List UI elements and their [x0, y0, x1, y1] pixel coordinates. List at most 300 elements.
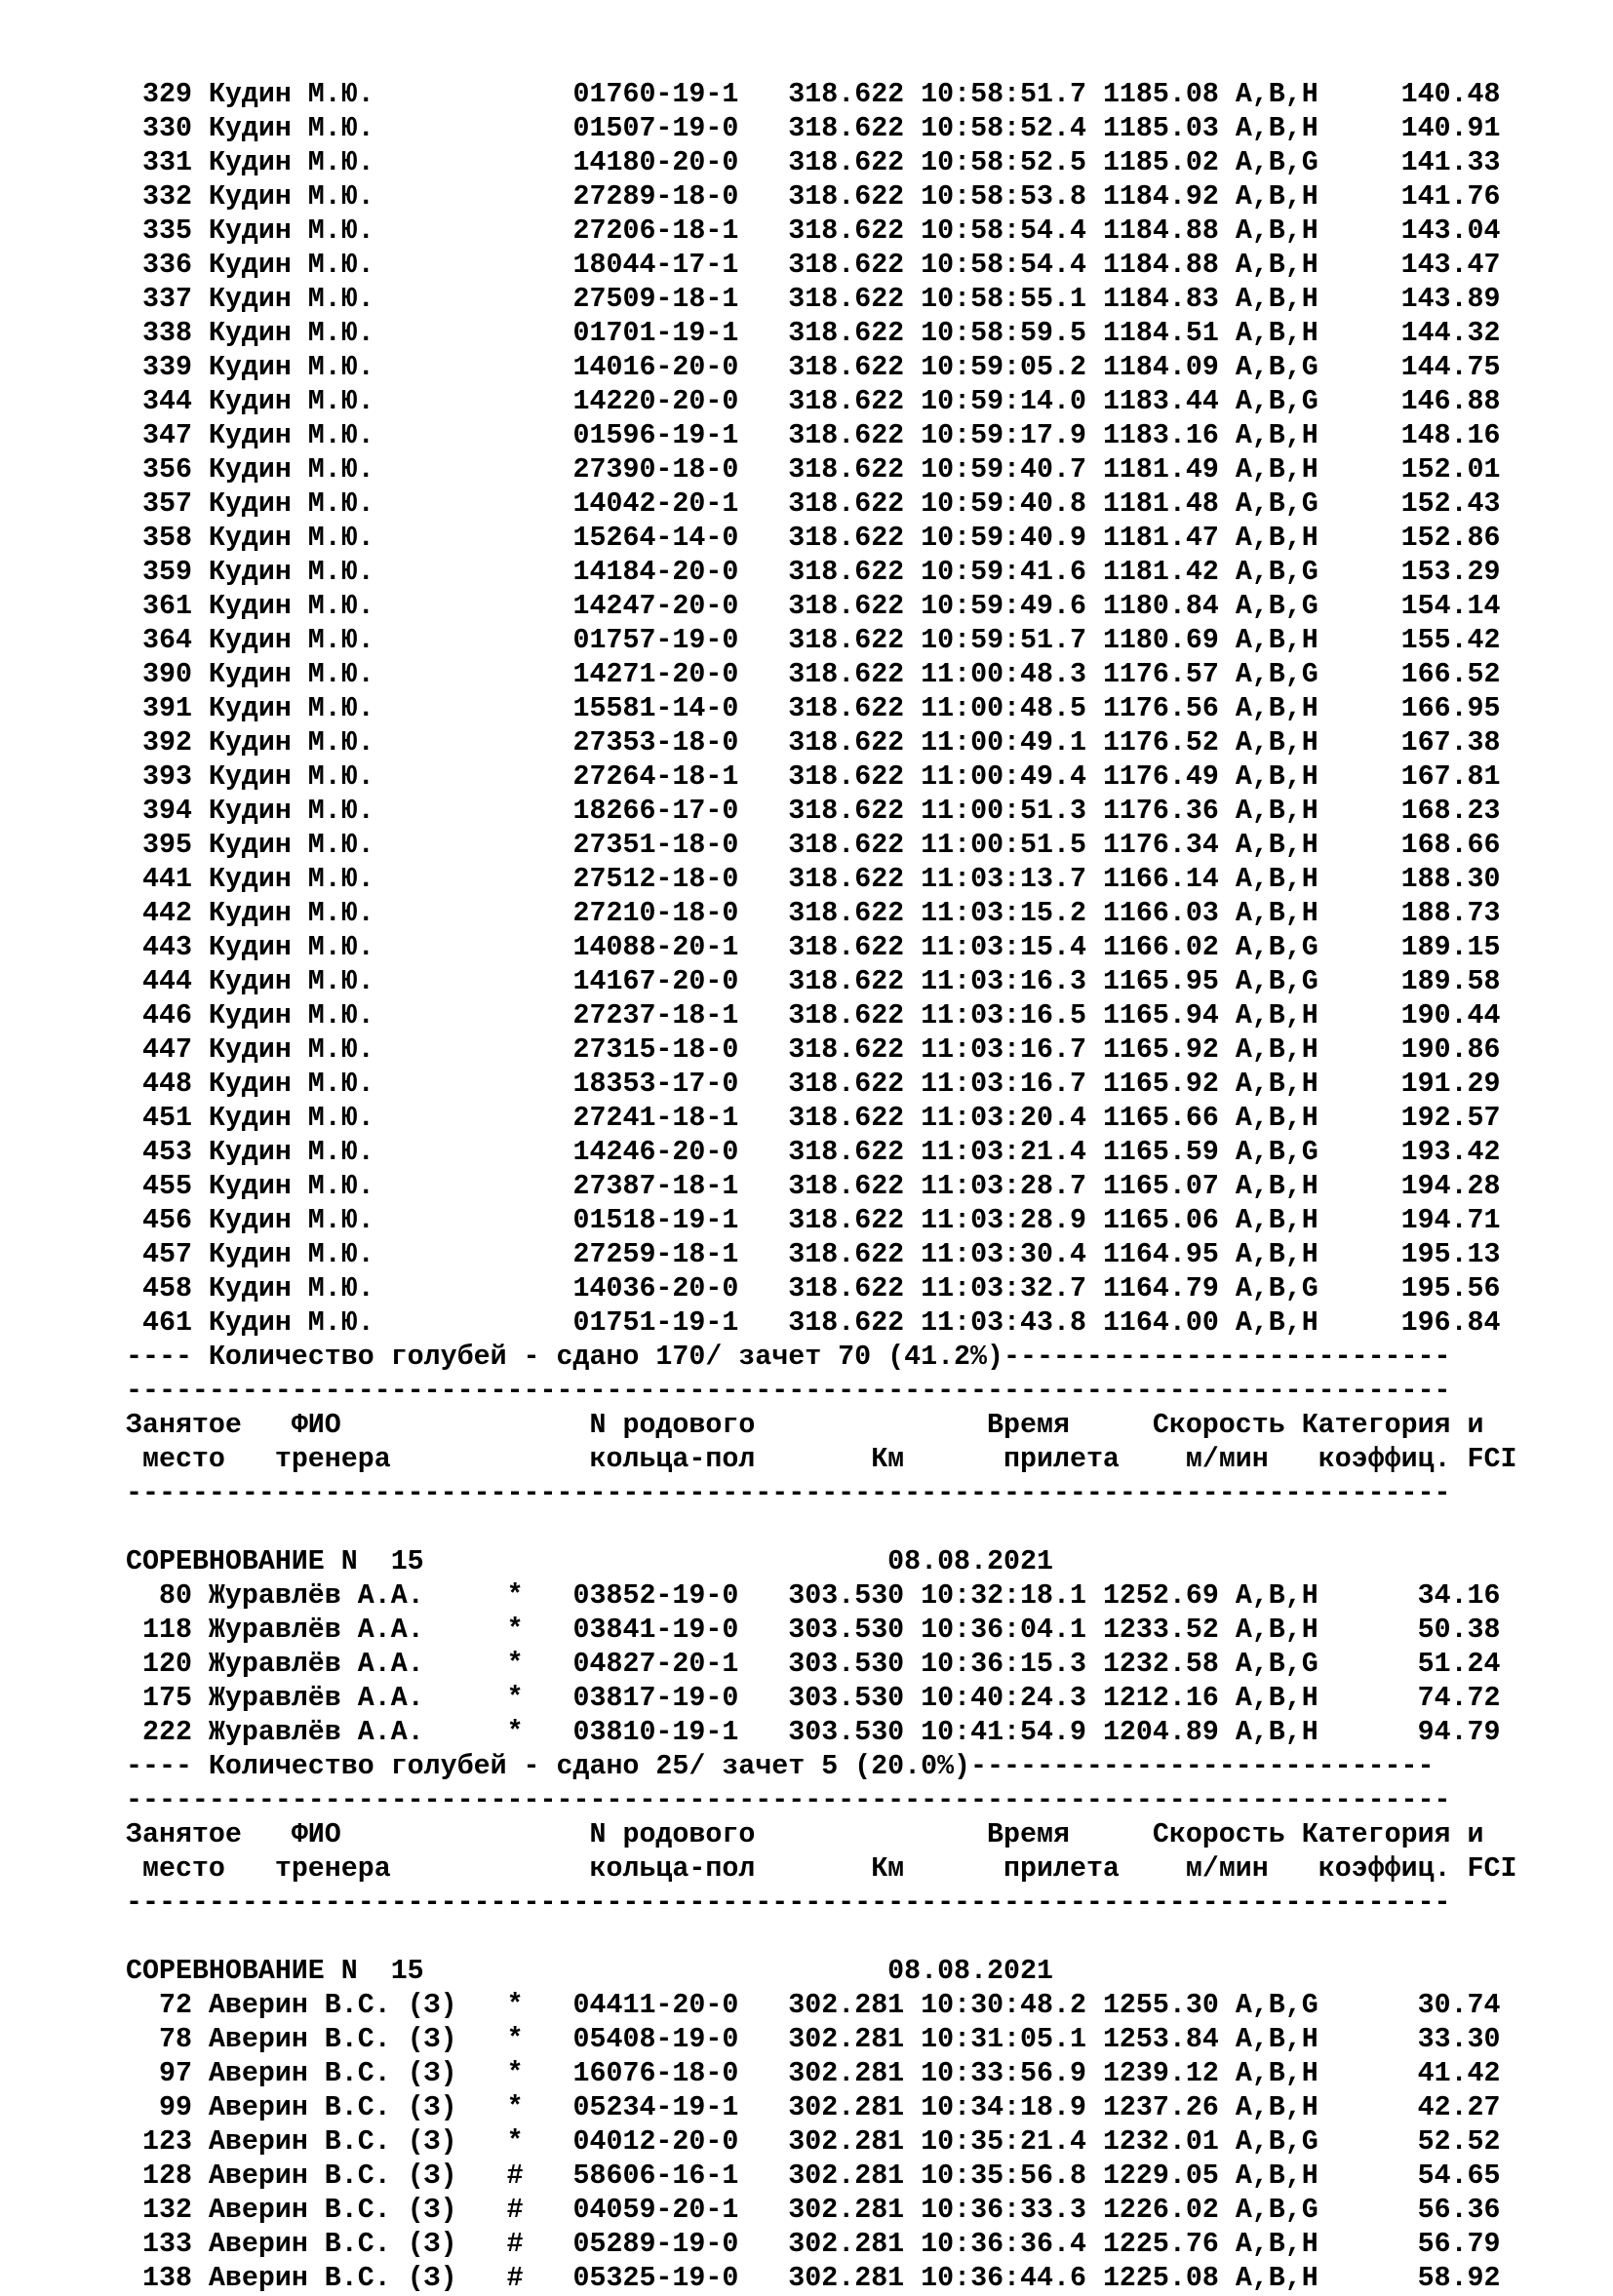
category-cell: A,B,H [1235, 1717, 1318, 1748]
coefficient-cell: 188.30 [1318, 864, 1501, 895]
mark-cell: * [506, 1717, 524, 1748]
separator-rule [126, 1784, 1589, 1818]
arrival-time-cell: 10:58:52.4 [921, 113, 1086, 144]
blank-line [126, 1511, 1589, 1545]
rule-text: -------------------------------------------------------------------------------- [126, 1376, 1451, 1407]
coefficient-cell: 56.79 [1318, 2229, 1501, 2260]
place-cell: 357 [126, 488, 192, 520]
mark-cell [507, 1034, 524, 1066]
summary-line [126, 1341, 1589, 1375]
speed-cell: 1237.26 [1102, 2092, 1219, 2123]
arrival-time-cell: 10:58:53.8 [921, 181, 1086, 213]
speed-cell: 1165.06 [1102, 1205, 1219, 1236]
ring-number-cell: 05234-19-1 [572, 2092, 739, 2123]
arrival-time-cell: 10:59:51.7 [921, 625, 1086, 656]
ring-number-cell: 01518-19-1 [572, 1205, 739, 1236]
category-cell: A,B,H [1235, 215, 1318, 247]
table-row [126, 2160, 1589, 2194]
coefficient-cell: 140.91 [1318, 113, 1501, 144]
mark-cell [507, 352, 524, 383]
place-cell: 394 [126, 796, 192, 827]
mark-cell [507, 625, 524, 656]
col-place-header: Занятое [126, 1410, 242, 1441]
distance-cell: 318.622 [788, 318, 905, 349]
table-row [126, 487, 1589, 522]
table-row [126, 385, 1589, 419]
speed-cell: 1239.12 [1102, 2058, 1219, 2089]
col-ring-header: N родового [589, 1819, 756, 1850]
coefficient-cell: 50.38 [1318, 1615, 1501, 1646]
coefficient-cell: 194.71 [1318, 1205, 1501, 1236]
distance-cell: 302.281 [788, 2092, 905, 2123]
col-trainer-header-2: тренера [274, 1853, 391, 1885]
mark-cell [507, 113, 524, 144]
separator-rule [126, 1477, 1589, 1511]
category-cell: A,B,G [1235, 659, 1318, 690]
category-cell: A,B,H [1235, 1205, 1318, 1236]
ring-number-cell: 14016-20-0 [572, 352, 739, 383]
competition-date: 08.08.2021 [887, 1546, 1053, 1577]
place-cell: 332 [126, 181, 192, 213]
table-row [126, 1306, 1589, 1341]
coefficient-cell: 194.28 [1318, 1171, 1501, 1202]
arrival-time-cell: 10:31:05.1 [921, 2024, 1086, 2055]
ring-number-cell: 27241-18-1 [572, 1103, 739, 1134]
speed-cell: 1184.88 [1102, 215, 1219, 247]
col-trainer-header: ФИО [291, 1819, 341, 1850]
ring-number-cell: 14271-20-0 [572, 659, 739, 690]
speed-cell: 1185.08 [1102, 79, 1219, 110]
mark-cell [507, 966, 524, 997]
speed-cell: 1233.52 [1102, 1615, 1219, 1646]
place-cell: 358 [126, 523, 192, 554]
arrival-time-cell: 10:36:15.3 [921, 1649, 1086, 1680]
trainer-name-cell: Аверин В.С. (З) [208, 2126, 457, 2158]
trainer-name-cell: Кудин М.Ю. [208, 420, 457, 451]
mark-cell [507, 1239, 524, 1270]
category-cell: A,B,H [1235, 1683, 1318, 1714]
category-cell: A,B,G [1235, 352, 1318, 383]
table-row [126, 2194, 1589, 2228]
distance-cell: 318.622 [788, 488, 905, 520]
trainer-name-cell: Журавлёв А.А. [208, 1683, 457, 1714]
distance-cell: 318.622 [788, 352, 905, 383]
place-cell: 447 [126, 1034, 192, 1066]
ring-number-cell: 27390-18-0 [572, 454, 739, 486]
coefficient-cell: 189.58 [1318, 966, 1501, 997]
arrival-time-cell: 10:59:40.9 [921, 523, 1086, 554]
column-header-row-1 [126, 1409, 1589, 1443]
distance-cell: 318.622 [788, 864, 905, 895]
arrival-time-cell: 10:36:44.6 [921, 2263, 1086, 2294]
speed-cell: 1165.66 [1102, 1103, 1219, 1134]
coefficient-cell: 34.16 [1318, 1580, 1501, 1612]
trainer-name-cell: Журавлёв А.А. [208, 1649, 457, 1680]
coefficient-cell: 155.42 [1318, 625, 1501, 656]
place-cell: 339 [126, 352, 192, 383]
place-cell: 390 [126, 659, 192, 690]
distance-cell: 318.622 [788, 1273, 905, 1304]
col-place-header: Занятое [126, 1819, 242, 1850]
mark-cell: # [506, 2229, 524, 2260]
arrival-time-cell: 10:58:52.5 [921, 147, 1086, 178]
mark-cell [507, 488, 524, 520]
trainer-name-cell: Аверин В.С. (З) [208, 2024, 457, 2055]
distance-cell: 302.281 [788, 2058, 905, 2089]
trainer-name-cell: Кудин М.Ю. [208, 1239, 457, 1270]
col-category-header: Категория и [1301, 1819, 1484, 1850]
place-cell: 359 [126, 557, 192, 588]
coefficient-cell: 154.14 [1318, 591, 1501, 622]
place-cell: 347 [126, 420, 192, 451]
speed-cell: 1212.16 [1102, 1683, 1219, 1714]
mark-cell [507, 215, 524, 247]
speed-cell: 1166.14 [1102, 864, 1219, 895]
competition-date: 08.08.2021 [887, 1956, 1053, 1987]
mark-cell [507, 147, 524, 178]
arrival-time-cell: 11:03:15.4 [921, 932, 1086, 963]
coefficient-cell: 193.42 [1318, 1137, 1501, 1168]
mark-cell [507, 1273, 524, 1304]
arrival-time-cell: 10:58:51.7 [921, 79, 1086, 110]
arrival-time-cell: 10:59:40.8 [921, 488, 1086, 520]
mark-cell [507, 1000, 524, 1031]
category-cell: A,B,H [1235, 79, 1318, 110]
place-cell: 451 [126, 1103, 192, 1134]
coefficient-cell: 140.48 [1318, 79, 1501, 110]
speed-cell: 1176.52 [1102, 727, 1219, 759]
col-category-header-2: коэффиц. FCI [1318, 1853, 1517, 1885]
trainer-name-cell: Кудин М.Ю. [208, 215, 457, 247]
distance-cell: 303.530 [788, 1717, 905, 1748]
table-row [126, 760, 1589, 795]
place-cell: 132 [126, 2195, 192, 2226]
table-row [126, 556, 1589, 590]
arrival-time-cell: 11:03:30.4 [921, 1239, 1086, 1270]
distance-cell: 318.622 [788, 386, 905, 417]
mark-cell [507, 864, 524, 895]
table-row [126, 317, 1589, 351]
table-row [126, 146, 1589, 180]
speed-cell: 1181.42 [1102, 557, 1219, 588]
distance-cell: 302.281 [788, 2024, 905, 2055]
coefficient-cell: 195.13 [1318, 1239, 1501, 1270]
competition-title [126, 1545, 1589, 1579]
trainer-name-cell: Кудин М.Ю. [208, 1273, 457, 1304]
mark-cell [507, 181, 524, 213]
coefficient-cell: 190.86 [1318, 1034, 1501, 1066]
mark-cell [507, 1069, 524, 1100]
arrival-time-cell: 11:00:49.1 [921, 727, 1086, 759]
speed-cell: 1181.47 [1102, 523, 1219, 554]
arrival-time-cell: 10:58:59.5 [921, 318, 1086, 349]
mark-cell: * [506, 1990, 524, 2021]
ring-number-cell: 27315-18-0 [572, 1034, 739, 1066]
col-speed-header-2: м/мин [1185, 1444, 1269, 1475]
category-cell: A,B,H [1235, 2024, 1318, 2055]
arrival-time-cell: 11:03:16.7 [921, 1069, 1086, 1100]
trainer-name-cell: Кудин М.Ю. [208, 1205, 457, 1236]
speed-cell: 1204.89 [1102, 1717, 1219, 1748]
distance-cell: 318.622 [788, 1307, 905, 1339]
place-cell: 123 [126, 2126, 192, 2158]
trainer-name-cell: Аверин В.С. (З) [208, 2058, 457, 2089]
speed-cell: 1176.56 [1102, 693, 1219, 724]
coefficient-cell: 195.56 [1318, 1273, 1501, 1304]
category-cell: A,B,H [1235, 318, 1318, 349]
ring-number-cell: 03852-19-0 [572, 1580, 739, 1612]
coefficient-cell: 143.47 [1318, 250, 1501, 281]
ring-number-cell: 04827-20-1 [572, 1649, 739, 1680]
arrival-time-cell: 11:03:28.9 [921, 1205, 1086, 1236]
arrival-time-cell: 10:59:14.0 [921, 386, 1086, 417]
rule-text: -------------------------------------------------------------------------------- [126, 1478, 1451, 1509]
mark-cell: * [506, 1615, 524, 1646]
arrival-time-cell: 10:32:18.1 [921, 1580, 1086, 1612]
blank-line [126, 1921, 1589, 1955]
place-cell: 456 [126, 1205, 192, 1236]
mark-cell [507, 420, 524, 451]
speed-cell: 1164.95 [1102, 1239, 1219, 1270]
mark-cell: * [506, 2058, 524, 2089]
category-cell: A,B,H [1235, 2229, 1318, 2260]
trainer-name-cell: Кудин М.Ю. [208, 557, 457, 588]
mark-cell: # [506, 2263, 524, 2294]
trainer-name-cell: Кудин М.Ю. [208, 796, 457, 827]
col-ring-header: N родового [589, 1410, 756, 1441]
table-row [126, 2228, 1589, 2262]
arrival-time-cell: 11:03:28.7 [921, 1171, 1086, 1202]
mark-cell: * [506, 2024, 524, 2055]
place-cell: 356 [126, 454, 192, 486]
table-row [126, 829, 1589, 863]
col-category-header: Категория и [1301, 1410, 1484, 1441]
coefficient-cell: 58.92 [1318, 2263, 1501, 2294]
speed-cell: 1184.51 [1102, 318, 1219, 349]
arrival-time-cell: 10:59:49.6 [921, 591, 1086, 622]
place-cell: 453 [126, 1137, 192, 1168]
speed-cell: 1164.00 [1102, 1307, 1219, 1339]
mark-cell: * [506, 1683, 524, 1714]
trainer-name-cell: Кудин М.Ю. [208, 932, 457, 963]
table-row [126, 863, 1589, 897]
trainer-name-cell: Аверин В.С. (З) [208, 1990, 457, 2021]
mark-cell [507, 1205, 524, 1236]
speed-cell: 1184.83 [1102, 284, 1219, 315]
place-cell: 441 [126, 864, 192, 895]
coefficient-cell: 196.84 [1318, 1307, 1501, 1339]
col-speed-header: Скорость [1152, 1410, 1285, 1441]
table-row [126, 2091, 1589, 2125]
table-row [126, 1989, 1589, 2023]
col-speed-header-2: м/мин [1185, 1853, 1269, 1885]
summary-line [126, 1750, 1589, 1784]
category-cell: A,B,H [1235, 250, 1318, 281]
table-row [126, 795, 1589, 829]
table-row [126, 1716, 1589, 1750]
distance-cell: 318.622 [788, 932, 905, 963]
category-cell: A,B,H [1235, 1034, 1318, 1066]
mark-cell [507, 523, 524, 554]
trainer-name-cell: Кудин М.Ю. [208, 352, 457, 383]
distance-cell: 318.622 [788, 1069, 905, 1100]
ring-number-cell: 15581-14-0 [572, 693, 739, 724]
speed-cell: 1181.49 [1102, 454, 1219, 486]
rule-text: -------------------------------------------------------------------------------- [126, 1887, 1451, 1919]
coefficient-cell: 152.86 [1318, 523, 1501, 554]
speed-cell: 1165.92 [1102, 1034, 1219, 1066]
col-time-header-2: прилета [1003, 1444, 1120, 1475]
separator-rule [126, 1887, 1589, 1921]
mark-cell [507, 79, 524, 110]
place-cell: 364 [126, 625, 192, 656]
trainer-name-cell: Кудин М.Ю. [208, 1307, 457, 1339]
place-cell: 443 [126, 932, 192, 963]
mark-cell [507, 693, 524, 724]
trainer-name-cell: Кудин М.Ю. [208, 1034, 457, 1066]
arrival-time-cell: 10:34:18.9 [921, 2092, 1086, 2123]
place-cell: 222 [126, 1717, 192, 1748]
place-cell: 133 [126, 2229, 192, 2260]
place-cell: 392 [126, 727, 192, 759]
ring-number-cell: 27512-18-0 [572, 864, 739, 895]
category-cell: A,B,H [1235, 2160, 1318, 2192]
trainer-name-cell: Кудин М.Ю. [208, 147, 457, 178]
distance-cell: 318.622 [788, 693, 905, 724]
coefficient-cell: 51.24 [1318, 1649, 1501, 1680]
speed-cell: 1184.09 [1102, 352, 1219, 383]
arrival-time-cell: 11:03:16.3 [921, 966, 1086, 997]
place-cell: 120 [126, 1649, 192, 1680]
speed-cell: 1183.44 [1102, 386, 1219, 417]
col-place-header-2: место [141, 1444, 225, 1475]
ring-number-cell: 03841-19-0 [572, 1615, 739, 1646]
trainer-name-cell: Кудин М.Ю. [208, 488, 457, 520]
trainer-name-cell: Кудин М.Ю. [208, 898, 457, 929]
ring-number-cell: 27387-18-1 [572, 1171, 739, 1202]
category-cell: A,B,H [1235, 2058, 1318, 2089]
category-cell: A,B,H [1235, 727, 1318, 759]
place-cell: 331 [126, 147, 192, 178]
ring-number-cell: 14184-20-0 [572, 557, 739, 588]
coefficient-cell: 192.57 [1318, 1103, 1501, 1134]
distance-cell: 318.622 [788, 250, 905, 281]
table-row [126, 522, 1589, 556]
category-cell: A,B,G [1235, 1137, 1318, 1168]
ring-number-cell: 01507-19-0 [572, 113, 739, 144]
place-cell: 337 [126, 284, 192, 315]
category-cell: A,B,H [1235, 113, 1318, 144]
coefficient-cell: 190.44 [1318, 1000, 1501, 1031]
coefficient-cell: 167.81 [1318, 761, 1501, 793]
table-row [126, 1204, 1589, 1238]
mark-cell [507, 932, 524, 963]
coefficient-cell: 152.43 [1318, 488, 1501, 520]
coefficient-cell: 56.36 [1318, 2195, 1501, 2226]
arrival-time-cell: 11:00:51.5 [921, 830, 1086, 861]
coefficient-cell: 41.42 [1318, 2058, 1501, 2089]
table-row [126, 999, 1589, 1033]
ring-number-cell: 14247-20-0 [572, 591, 739, 622]
coefficient-cell: 189.15 [1318, 932, 1501, 963]
trainer-name-cell: Аверин В.С. (З) [208, 2160, 457, 2192]
table-row [126, 1648, 1589, 1682]
table-row [126, 692, 1589, 726]
mark-cell [507, 898, 524, 929]
arrival-time-cell: 11:03:16.7 [921, 1034, 1086, 1066]
place-cell: 329 [126, 79, 192, 110]
table-row [126, 1136, 1589, 1170]
speed-cell: 1252.69 [1102, 1580, 1219, 1612]
trainer-name-cell: Аверин В.С. (З) [208, 2195, 457, 2226]
ring-number-cell: 27259-18-1 [572, 1239, 739, 1270]
speed-cell: 1165.95 [1102, 966, 1219, 997]
category-cell: A,B,G [1235, 1990, 1318, 2021]
place-cell: 458 [126, 1273, 192, 1304]
ring-number-cell: 05289-19-0 [572, 2229, 739, 2260]
place-cell: 393 [126, 761, 192, 793]
trainer-name-cell: Кудин М.Ю. [208, 386, 457, 417]
table-row [126, 419, 1589, 453]
mark-cell [507, 284, 524, 315]
speed-cell: 1176.49 [1102, 761, 1219, 793]
ring-number-cell: 04411-20-0 [572, 1990, 739, 2021]
trainer-name-cell: Аверин В.С. (З) [208, 2229, 457, 2260]
mark-cell [507, 250, 524, 281]
distance-cell: 318.622 [788, 147, 905, 178]
table-row [126, 1170, 1589, 1204]
ring-number-cell: 58606-16-1 [572, 2160, 739, 2192]
distance-cell: 318.622 [788, 1239, 905, 1270]
arrival-time-cell: 10:58:55.1 [921, 284, 1086, 315]
table-row [126, 965, 1589, 999]
coefficient-cell: 143.89 [1318, 284, 1501, 315]
table-row [126, 351, 1589, 385]
table-row [126, 78, 1589, 112]
distance-cell: 318.622 [788, 796, 905, 827]
column-header-row-2 [126, 1852, 1589, 1887]
distance-cell: 318.622 [788, 1137, 905, 1168]
speed-cell: 1183.16 [1102, 420, 1219, 451]
speed-cell: 1184.88 [1102, 250, 1219, 281]
coefficient-cell: 141.76 [1318, 181, 1501, 213]
distance-cell: 318.622 [788, 1205, 905, 1236]
category-cell: A,B,G [1235, 1273, 1318, 1304]
arrival-time-cell: 11:03:32.7 [921, 1273, 1086, 1304]
arrival-time-cell: 10:41:54.9 [921, 1717, 1086, 1748]
table-row [126, 1682, 1589, 1716]
arrival-time-cell: 11:00:51.3 [921, 796, 1086, 827]
ring-number-cell: 27289-18-0 [572, 181, 739, 213]
distance-cell: 302.281 [788, 2229, 905, 2260]
speed-cell: 1165.07 [1102, 1171, 1219, 1202]
category-cell: A,B,H [1235, 284, 1318, 315]
trainer-name-cell: Кудин М.Ю. [208, 318, 457, 349]
speed-cell: 1166.03 [1102, 898, 1219, 929]
coefficient-cell: 153.29 [1318, 557, 1501, 588]
coefficient-cell: 144.75 [1318, 352, 1501, 383]
mark-cell [507, 659, 524, 690]
mark-cell [507, 591, 524, 622]
arrival-time-cell: 10:59:40.7 [921, 454, 1086, 486]
place-cell: 344 [126, 386, 192, 417]
mark-cell: * [506, 1580, 524, 1612]
column-header-row-2 [126, 1443, 1589, 1477]
distance-cell: 318.622 [788, 1034, 905, 1066]
speed-cell: 1184.92 [1102, 181, 1219, 213]
place-cell: 446 [126, 1000, 192, 1031]
category-cell: A,B,H [1235, 1000, 1318, 1031]
